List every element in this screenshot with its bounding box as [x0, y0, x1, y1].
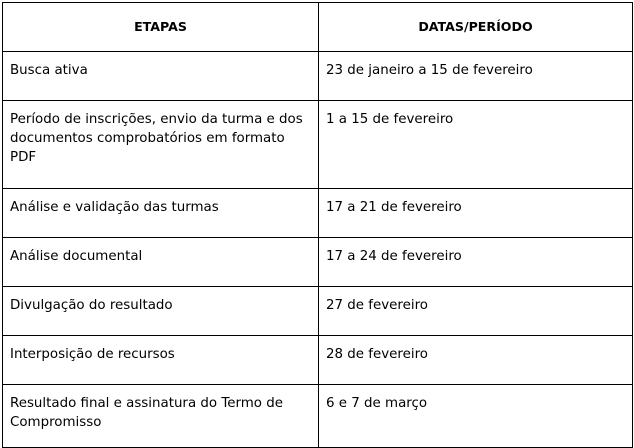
column-header-stages: ETAPAS	[3, 3, 319, 52]
period-cell: 28 de fevereiro	[319, 336, 633, 385]
stage-cell: Período de inscrições, envio da turma e dos documentos comprobatórios em formato PDF	[3, 101, 319, 189]
table-row	[3, 385, 633, 448]
table-row	[3, 189, 633, 238]
stage-cell: Divulgação do resultado	[3, 287, 319, 336]
period-cell: 27 de fevereiro	[319, 287, 633, 336]
table-row	[3, 287, 633, 336]
period-cell: 17 a 21 de fevereiro	[319, 189, 633, 238]
stage-cell: Análise e validação das turmas	[3, 189, 319, 238]
stage-cell: Busca ativa	[3, 52, 319, 101]
period-cell: 17 a 24 de fevereiro	[319, 238, 633, 287]
period-cell: 23 de janeiro a 15 de fevereiro	[319, 52, 633, 101]
schedule-table	[2, 2, 633, 448]
period-cell: 1 a 15 de fevereiro	[319, 101, 633, 189]
table-row	[3, 336, 633, 385]
table-row	[3, 52, 633, 101]
table-row	[3, 238, 633, 287]
table-row	[3, 101, 633, 189]
table-header-row	[3, 3, 633, 52]
stage-cell: Análise documental	[3, 238, 319, 287]
stage-cell: Interposição de recursos	[3, 336, 319, 385]
stage-cell: Resultado final e assinatura do Termo de Compromisso	[3, 385, 319, 448]
column-header-dates: DATAS/PERÍODO	[319, 3, 633, 52]
period-cell: 6 e 7 de março	[319, 385, 633, 448]
